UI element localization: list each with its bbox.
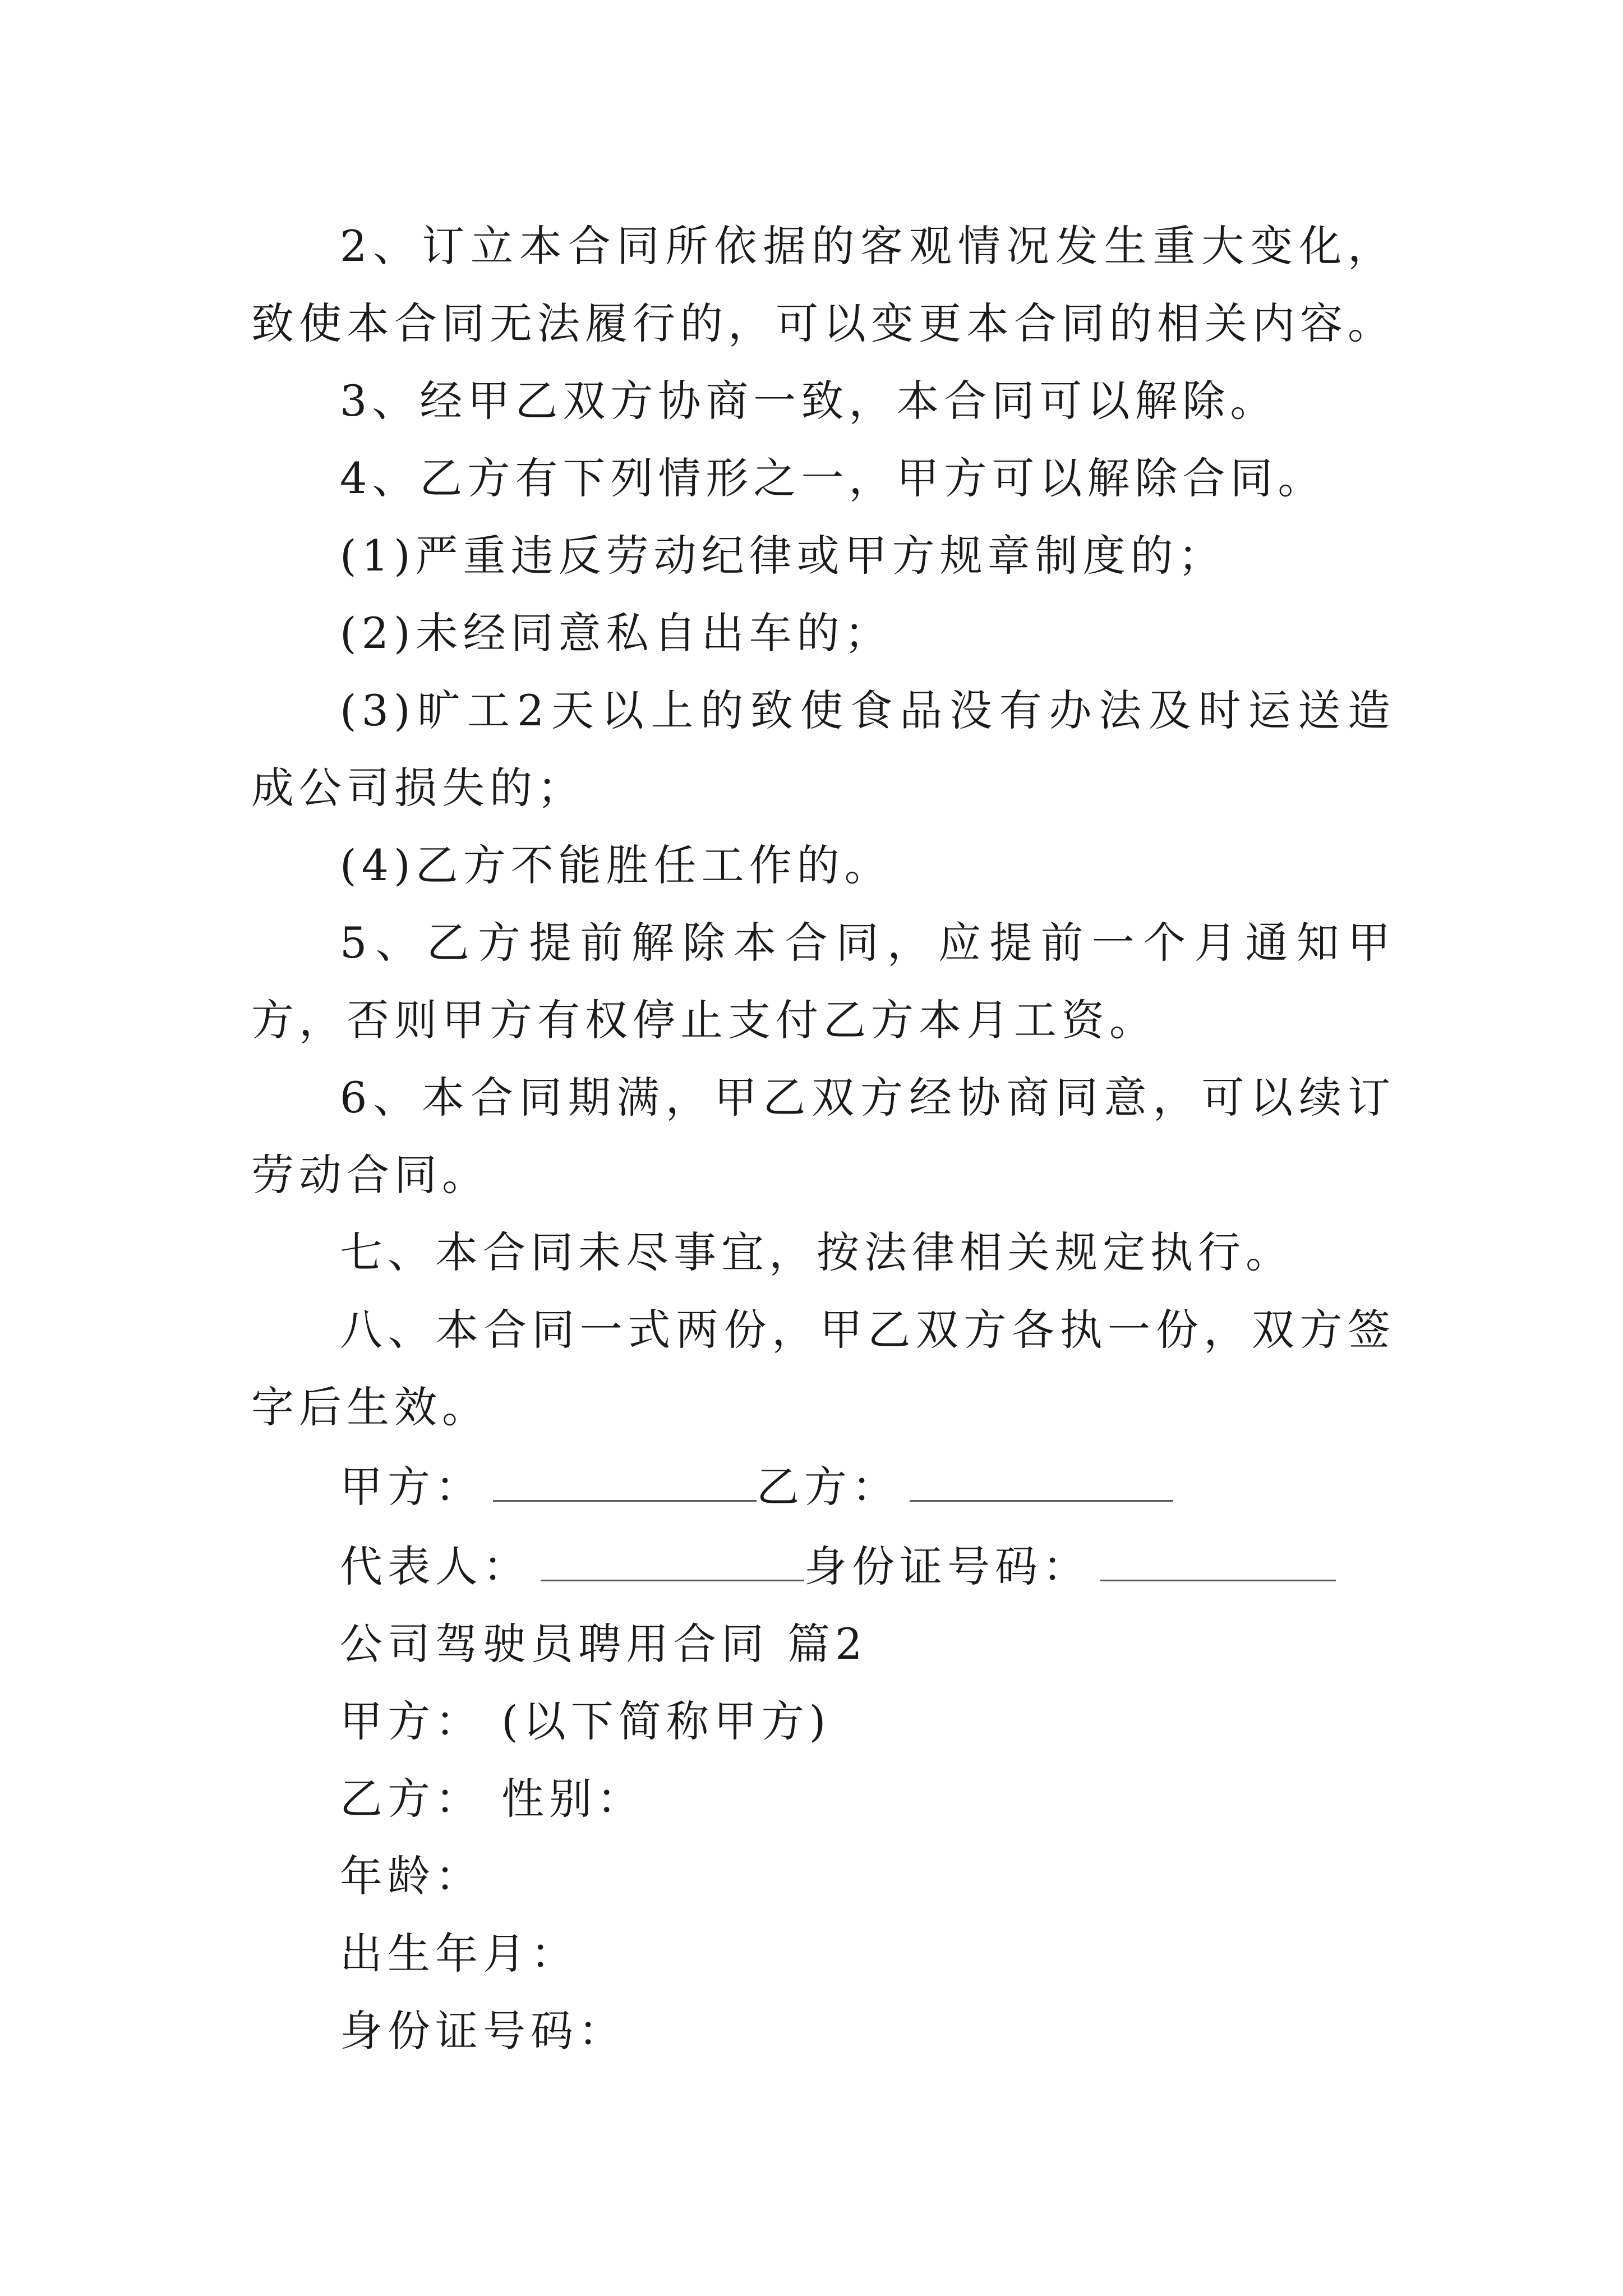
- section-2-age: 年龄：: [340, 1851, 483, 1901]
- clause-4-item-2: (2)未经同意私自出车的；: [340, 608, 892, 658]
- representative-label: 代表人：: [340, 1542, 531, 1591]
- representative-blank[interactable]: [541, 1526, 804, 1581]
- section-2-birth: 出生年月：: [340, 1929, 578, 1978]
- section-2-party-a: 甲方： (以下简称甲方): [340, 1696, 831, 1746]
- document-body: [251, 208, 1395, 2070]
- clause-8: 八、本合同一式两份，甲乙双方各执一份，双方签字后生效。: [251, 1305, 1395, 1432]
- signature-representative-line: [251, 1526, 1395, 1605]
- party-a-signature-blank[interactable]: [493, 1446, 757, 1502]
- id-number-blank[interactable]: [1100, 1526, 1336, 1581]
- party-b-label: 乙方：: [757, 1462, 900, 1512]
- party-b-signature-blank[interactable]: [910, 1446, 1173, 1502]
- id-number-label: 身份证号码：: [804, 1542, 1090, 1591]
- section-2-id-number: 身份证号码：: [340, 2006, 626, 2056]
- clause-4-item-3: (3)旷工2天以上的致使食品没有办法及时运送造成公司损失的；: [251, 685, 1395, 813]
- clause-6: 6、本合同期满，甲乙双方经协商同意，可以续订劳动合同。: [251, 1073, 1395, 1200]
- section-2-title: 公司驾驶员聘用合同 篇2: [340, 1619, 868, 1669]
- clause-7: 七、本合同未尽事宜，按法律相关规定执行。: [340, 1227, 1293, 1277]
- clause-5: 5、乙方提前解除本合同，应提前一个月通知甲方，否则甲方有权停止支付乙方本月工资。: [251, 918, 1395, 1045]
- party-a-label: 甲方：: [340, 1462, 483, 1512]
- section-2-party-b: 乙方： 性别：: [340, 1774, 645, 1824]
- clause-4-item-1: (1)严重违反劳动纪律或甲方规章制度的；: [340, 531, 1226, 581]
- signature-parties-line: [251, 1446, 1395, 1526]
- clause-3: 3、经甲乙双方协商一致，本合同可以解除。: [340, 376, 1278, 426]
- clause-4-item-4: (4)乙方不能胜任工作的。: [340, 840, 892, 890]
- clause-2: 2、订立本合同所依据的客观情况发生重大变化，致使本合同无法履行的，可以变更本合同的相关内容。: [251, 221, 1395, 348]
- clause-4: 4、乙方有下列情形之一，甲方可以解除合同。: [340, 453, 1326, 503]
